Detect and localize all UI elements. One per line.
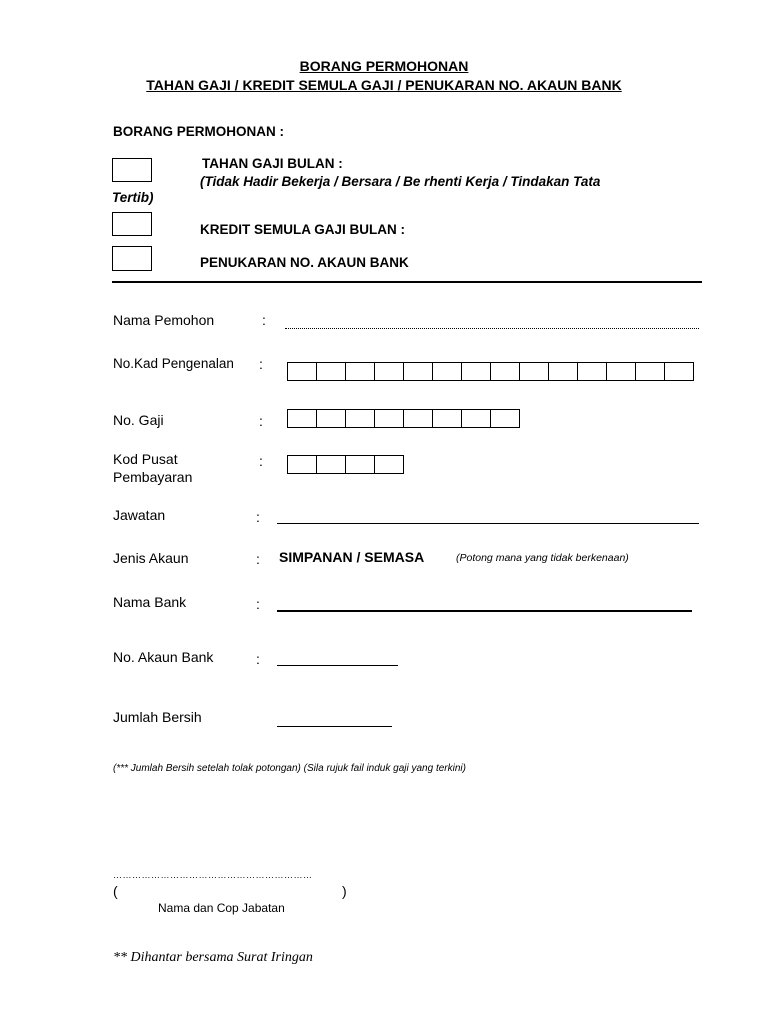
- kod-pusat-boxes[interactable]: [287, 455, 404, 474]
- digit-box[interactable]: [374, 409, 404, 428]
- tahan-gaji-note: (Tidak Hadir Bekerja / Bersara / Be rhenti Kerja / Tindakan Tata: [200, 174, 601, 189]
- closing-note: ** Dihantar bersama Surat Iringan: [113, 950, 313, 965]
- tahan-gaji-checkbox[interactable]: [112, 158, 152, 182]
- digit-box[interactable]: [345, 455, 375, 474]
- no-akaun-bank-field[interactable]: [277, 665, 398, 666]
- digit-box[interactable]: [490, 362, 520, 381]
- digit-box[interactable]: [374, 362, 404, 381]
- digit-box[interactable]: [287, 362, 317, 381]
- colon: :: [259, 356, 263, 372]
- colon: :: [256, 551, 260, 567]
- digit-box[interactable]: [403, 362, 433, 381]
- jenis-akaun-label: Jenis Akaun: [113, 550, 189, 566]
- colon: :: [256, 509, 260, 525]
- digit-box[interactable]: [606, 362, 636, 381]
- form-subtitle: TAHAN GAJI / KREDIT SEMULA GAJI / PENUKARAN NO. AKAUN BANK: [146, 77, 622, 93]
- signature-dots[interactable]: ………………………………………………………: [113, 870, 313, 880]
- colon: :: [256, 651, 260, 667]
- jawatan-label: Jawatan: [113, 507, 166, 523]
- jenis-akaun-value[interactable]: SIMPANAN / SEMASA: [279, 549, 425, 565]
- open-paren: (: [113, 883, 118, 899]
- no-gaji-boxes[interactable]: [287, 409, 520, 428]
- nama-pemohon-label: Nama Pemohon: [113, 312, 215, 328]
- colon: :: [262, 312, 266, 328]
- colon: :: [256, 596, 260, 612]
- digit-box[interactable]: [432, 362, 462, 381]
- no-akaun-bank-label: No. Akaun Bank: [113, 649, 214, 665]
- digit-box[interactable]: [316, 455, 346, 474]
- section-divider: [112, 281, 702, 283]
- penukaran-akaun-label: PENUKARAN NO. AKAUN BANK: [200, 255, 409, 270]
- digit-box[interactable]: [287, 455, 317, 474]
- digit-box[interactable]: [577, 362, 607, 381]
- digit-box[interactable]: [345, 362, 375, 381]
- digit-box[interactable]: [316, 409, 346, 428]
- nama-bank-label: Nama Bank: [113, 594, 187, 610]
- kredit-semula-label: KREDIT SEMULA GAJI BULAN :: [200, 222, 405, 237]
- digit-box[interactable]: [490, 409, 520, 428]
- form-title: BORANG PERMOHONAN: [299, 58, 469, 74]
- penukaran-akaun-checkbox[interactable]: [112, 246, 152, 271]
- colon: :: [259, 453, 263, 469]
- no-kad-pengenalan-label: No.Kad Pengenalan: [113, 356, 234, 371]
- kod-pusat-label: Kod Pusat: [113, 451, 178, 467]
- jumlah-bersih-field[interactable]: [277, 726, 392, 727]
- signature-caption: Nama dan Cop Jabatan: [158, 901, 285, 915]
- no-kad-pengenalan-boxes[interactable]: [287, 362, 694, 381]
- digit-box[interactable]: [345, 409, 375, 428]
- digit-box[interactable]: [664, 362, 694, 381]
- jenis-akaun-note: (Potong mana yang tidak berkenaan): [456, 552, 629, 564]
- digit-box[interactable]: [519, 362, 549, 381]
- nama-bank-field[interactable]: [277, 610, 692, 612]
- application-type-heading: BORANG PERMOHONAN :: [113, 124, 284, 139]
- digit-box[interactable]: [403, 409, 433, 428]
- kredit-semula-checkbox[interactable]: [112, 212, 152, 236]
- digit-box[interactable]: [316, 362, 346, 381]
- kod-pusat-label-cont: Pembayaran: [113, 469, 193, 485]
- digit-box[interactable]: [461, 362, 491, 381]
- no-gaji-label: No. Gaji: [113, 412, 164, 428]
- jawatan-field[interactable]: [277, 523, 699, 524]
- close-paren: ): [342, 883, 347, 899]
- jumlah-bersih-label: Jumlah Bersih: [113, 709, 202, 725]
- colon: :: [259, 413, 263, 429]
- digit-box[interactable]: [374, 455, 404, 474]
- nama-pemohon-field[interactable]: [285, 328, 699, 329]
- footnote: (*** Jumlah Bersih setelah tolak potongan) (Sila rujuk fail induk gaji yang terkini): [113, 763, 466, 774]
- digit-box[interactable]: [548, 362, 578, 381]
- digit-box[interactable]: [287, 409, 317, 428]
- tahan-gaji-note-cont: Tertib): [112, 190, 154, 205]
- tahan-gaji-label: TAHAN GAJI BULAN :: [202, 156, 343, 171]
- digit-box[interactable]: [432, 409, 462, 428]
- digit-box[interactable]: [461, 409, 491, 428]
- digit-box[interactable]: [635, 362, 665, 381]
